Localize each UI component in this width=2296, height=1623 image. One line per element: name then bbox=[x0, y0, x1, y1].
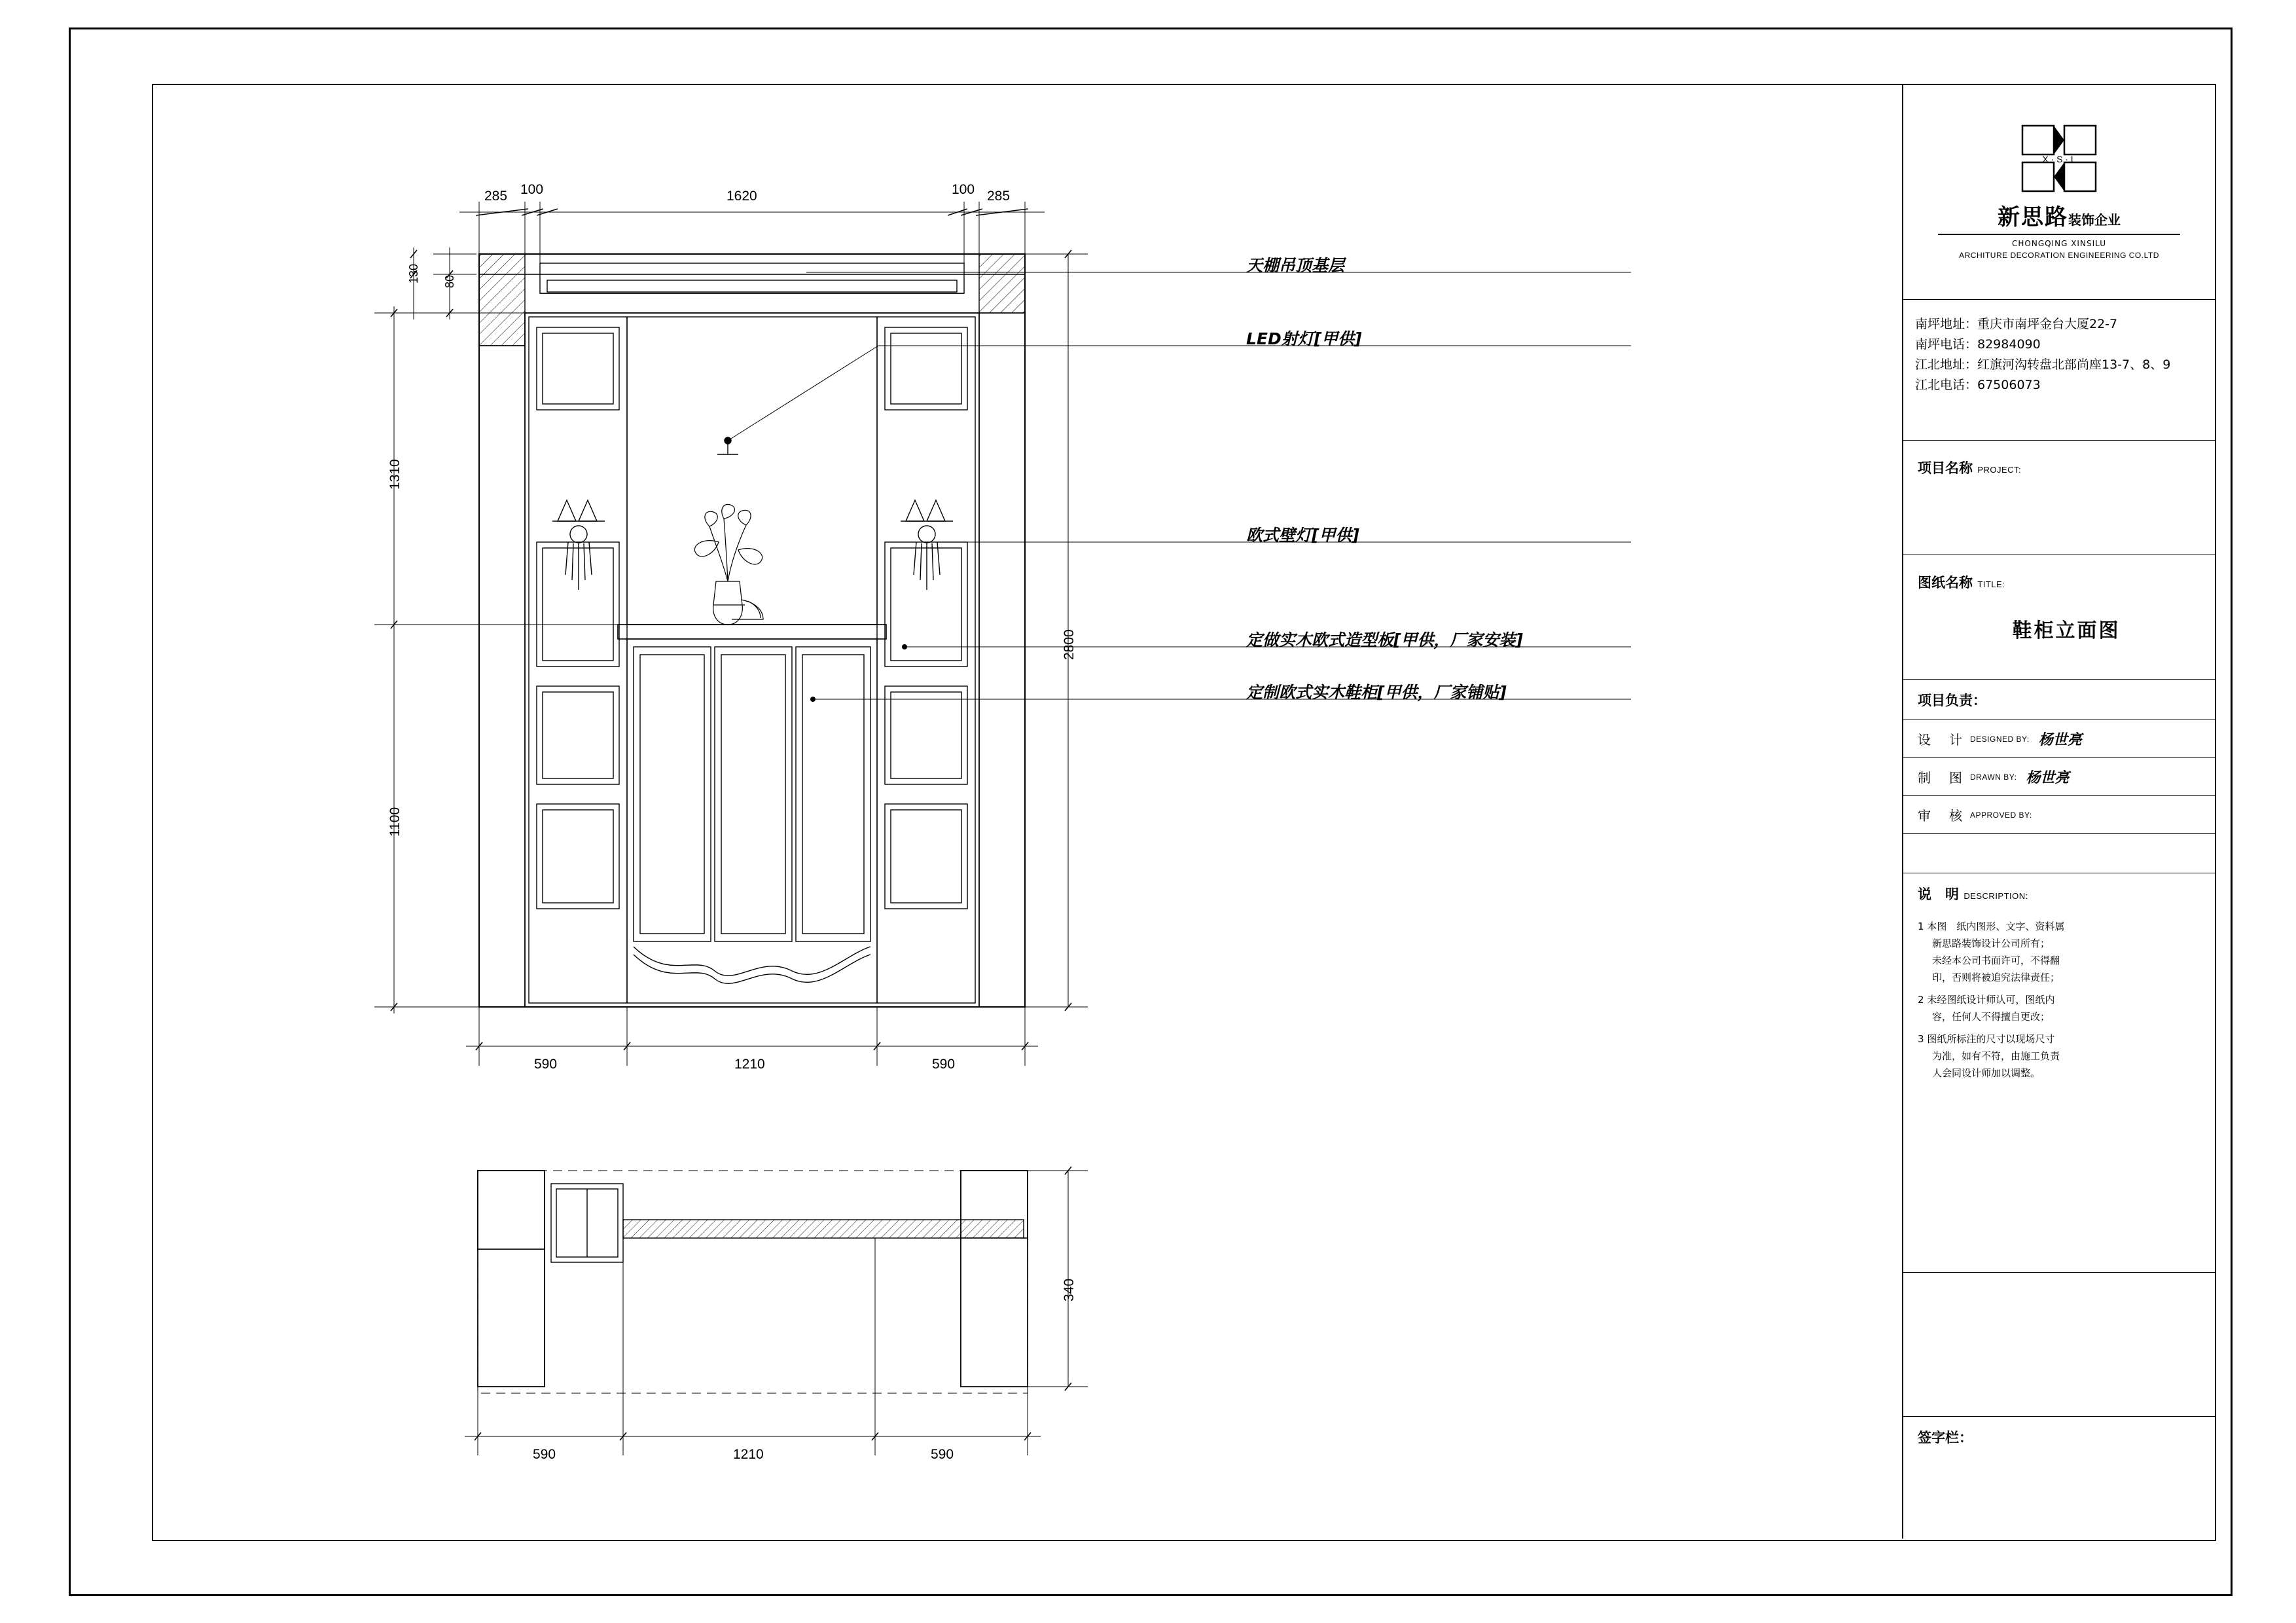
description-item-1 bbox=[1918, 918, 2204, 986]
drawn-by-label: 制 图 bbox=[1918, 770, 1965, 786]
dim-top-1620: 1620 bbox=[726, 189, 757, 204]
drawn-by-label-en: DRAWN BY: bbox=[1970, 772, 2017, 782]
description-item-1-line2: 新思路装饰设计公司所有； bbox=[1932, 938, 2051, 949]
description-item-3-line1: 图纸所标注的尺寸以现场尺寸 bbox=[1927, 1033, 2055, 1045]
project-name-label-en: PROJECT: bbox=[1977, 465, 2022, 475]
plan-dim-590-right: 590 bbox=[931, 1447, 954, 1462]
description-label bbox=[1918, 884, 2215, 903]
title-block bbox=[1902, 84, 2214, 1539]
description-item-3-line2: 为准，如有不符，由施工负责 bbox=[1932, 1050, 2060, 1062]
drawing-title-label-cn: 图纸名称 bbox=[1918, 575, 1973, 591]
description-list bbox=[1918, 918, 2215, 1082]
designed-by-row bbox=[1903, 720, 2215, 758]
blank-cell bbox=[1903, 1273, 2215, 1417]
signature-cell bbox=[1903, 1417, 2215, 1539]
description-item-1-line3: 未经本公司书面许可，不得翻 bbox=[1932, 955, 2060, 966]
drawing-title-cell bbox=[1903, 555, 2215, 680]
annotation-ceiling-base: 天棚吊顶基层 bbox=[1246, 256, 1345, 275]
dim-left-1310: 1310 bbox=[387, 459, 403, 490]
project-name-label-cn: 项目名称 bbox=[1918, 460, 1973, 476]
project-name-label bbox=[1918, 458, 2215, 477]
description-item-3 bbox=[1918, 1030, 2204, 1082]
drawn-by-value: 杨世亮 bbox=[2026, 769, 2070, 786]
designed-by-value: 杨世亮 bbox=[2038, 731, 2082, 748]
phone-line-jiangbei: 江北电话：67506073 bbox=[1915, 378, 2041, 392]
annotation-solid-wood-panel: 定做实木欧式造型板[甲供，厂家安装] bbox=[1246, 630, 1523, 649]
company-name-pinyin: CHONGQING XINSILU bbox=[2012, 239, 2106, 248]
phone-line-nanping: 南坪电话：82984090 bbox=[1915, 337, 2041, 352]
address-line-jiangbei: 江北地址：红旗河沟转盘北部尚座13-7、8、9 bbox=[1915, 357, 2171, 372]
dim-bottom-590-left: 590 bbox=[534, 1057, 558, 1072]
dim-bottom-1210: 1210 bbox=[734, 1057, 765, 1072]
description-item-2-line2: 容，任何人不得擅自更改； bbox=[1932, 1011, 2051, 1023]
description-item-1-no: 1 bbox=[1918, 921, 1924, 932]
dim-right-2800: 2800 bbox=[1062, 629, 1077, 660]
description-cell bbox=[1903, 873, 2215, 1273]
drawing-title-label bbox=[1918, 572, 2215, 592]
logo-divider bbox=[1938, 234, 2180, 235]
description-item-1-line4: 印，否则将被追究法律责任； bbox=[1932, 972, 2060, 983]
drawing-title-value: 鞋柜立面图 bbox=[2012, 619, 2121, 642]
company-logo-cell bbox=[1903, 84, 2215, 300]
description-item-2-line1: 未经图纸设计师认可，图纸内 bbox=[1927, 994, 2055, 1006]
company-name-cn-main: 新思路 bbox=[1998, 204, 2068, 230]
plan-dim-1210: 1210 bbox=[733, 1447, 764, 1462]
dim-top-100-right: 100 bbox=[952, 182, 975, 197]
dim-top-285-left: 285 bbox=[484, 189, 508, 204]
dim-left-130: 130 bbox=[407, 263, 420, 283]
dim-top-100-left: 100 bbox=[520, 182, 544, 197]
description-item-3-no: 3 bbox=[1918, 1033, 1924, 1045]
description-item-3-line3: 人会同设计师加以调整。 bbox=[1932, 1067, 2041, 1079]
plan-dim-590-left: 590 bbox=[533, 1447, 556, 1462]
company-name-en: ARCHITURE DECORATION ENGINEERING CO.LTD bbox=[1959, 251, 2159, 260]
drawn-by-row bbox=[1903, 758, 2215, 796]
dim-left-80: 80 bbox=[443, 274, 456, 288]
description-item-2-no: 2 bbox=[1918, 994, 1924, 1006]
designed-by-label-en: DESIGNED BY: bbox=[1970, 734, 2030, 744]
approved-by-label: 审 核 bbox=[1918, 808, 1965, 824]
dim-bottom-590-right: 590 bbox=[932, 1057, 956, 1072]
designed-by-label: 设 计 bbox=[1918, 732, 1965, 748]
approved-by-label-en: APPROVED BY: bbox=[1970, 810, 2032, 820]
annotation-euro-wall-lamp: 欧式壁灯[甲供] bbox=[1246, 526, 1359, 545]
project-responsible-cell bbox=[1903, 680, 2215, 720]
dim-top-285-right: 285 bbox=[987, 189, 1011, 204]
plan-dim-340: 340 bbox=[1062, 1278, 1077, 1302]
company-address-cell bbox=[1903, 300, 2215, 441]
description-item-1-line1: 本图 纸内图形、文字、资料属 bbox=[1927, 921, 2065, 932]
company-logo-icon bbox=[2020, 123, 2098, 195]
dim-left-1100: 1100 bbox=[387, 807, 403, 837]
drawing-area bbox=[152, 84, 1902, 1539]
drawing-vectors bbox=[152, 84, 1902, 1539]
signature-label: 签字栏： bbox=[1918, 1430, 1973, 1446]
description-label-cn: 说 明 bbox=[1918, 886, 1959, 902]
blank-row-above-description bbox=[1903, 834, 2215, 873]
annotation-shoe-cabinet: 定制欧式实木鞋柜[甲供，厂家铺贴] bbox=[1246, 683, 1507, 702]
approved-by-row bbox=[1903, 796, 2215, 834]
description-label-en: DESCRIPTION: bbox=[1964, 891, 2028, 901]
description-item-2 bbox=[1918, 991, 2204, 1025]
company-name-cn-suffix: 装饰企业 bbox=[2068, 212, 2121, 228]
company-name-cn bbox=[1998, 199, 2121, 231]
project-responsible-label: 项目负责： bbox=[1918, 693, 1986, 708]
address-line-nanping: 南坪地址：重庆市南坪金台大厦22-7 bbox=[1915, 317, 2118, 331]
project-name-cell bbox=[1903, 441, 2215, 555]
drawing-title-label-en: TITLE: bbox=[1977, 579, 2005, 589]
svg-text:X · S · L: X · S · L bbox=[2042, 154, 2076, 164]
annotation-led-spotlight: LED射灯[甲供] bbox=[1246, 329, 1362, 348]
